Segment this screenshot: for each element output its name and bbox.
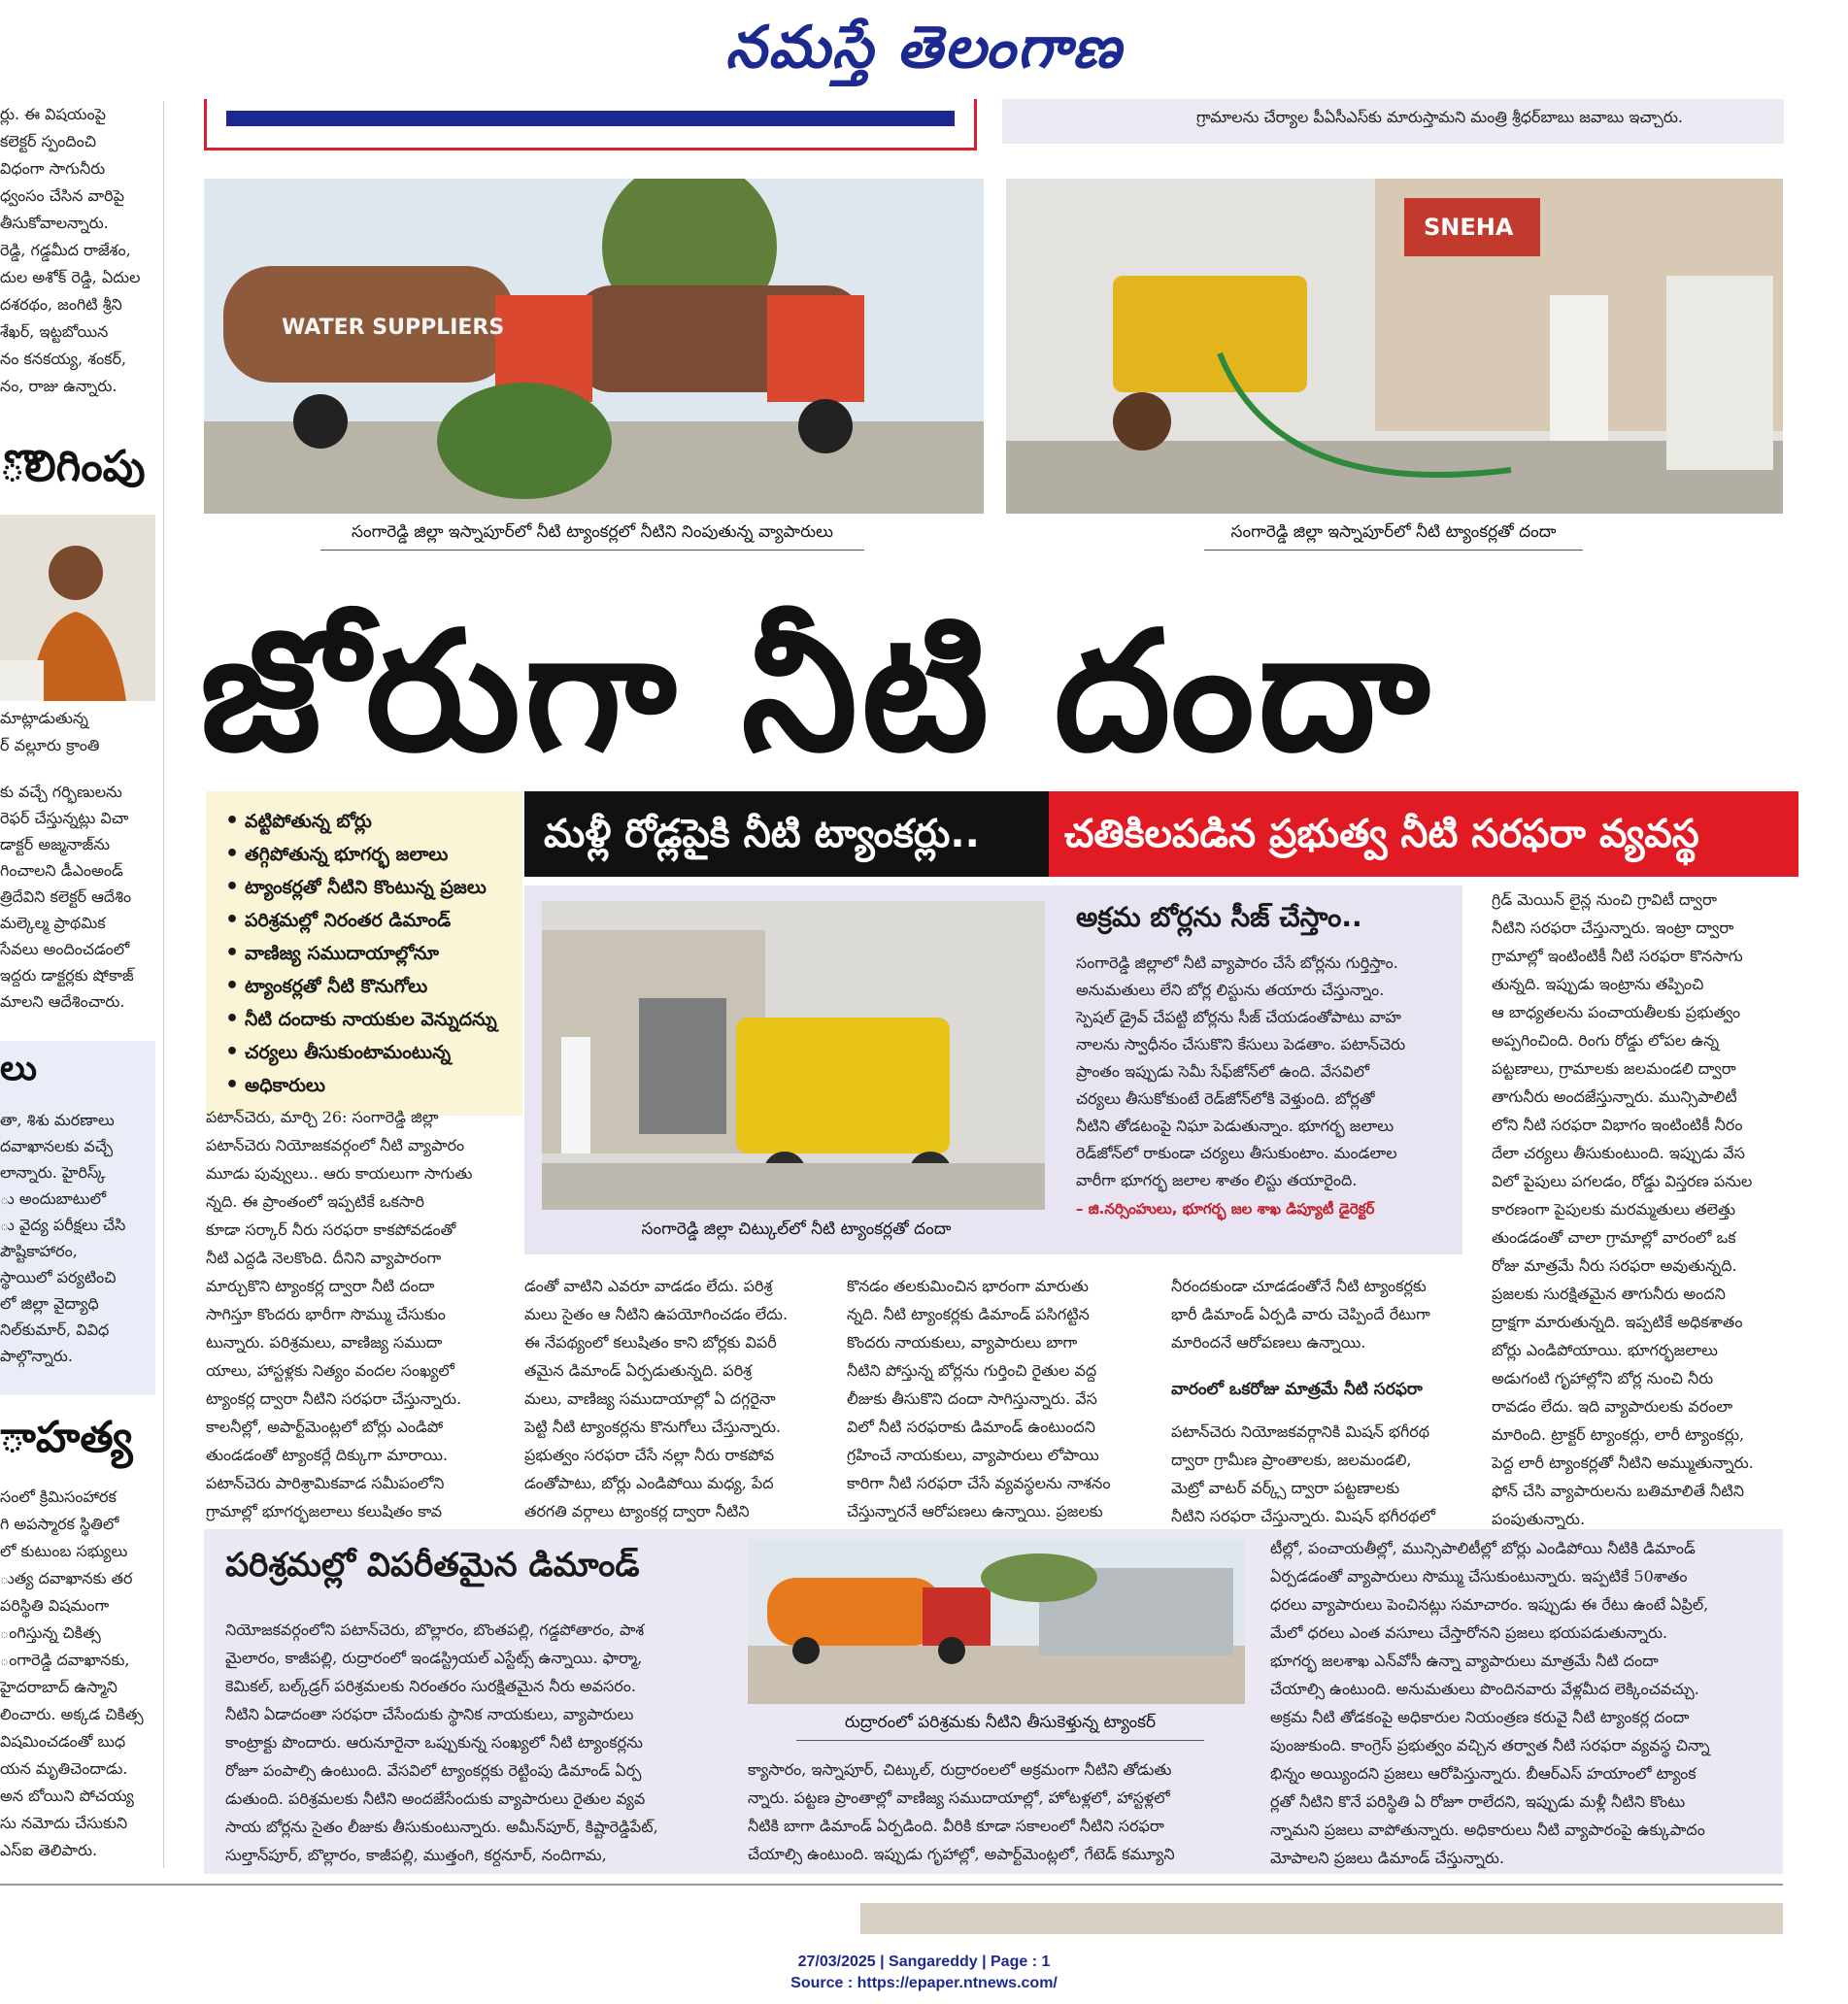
footer-source-line[interactable]: Source : https://epaper.ntnews.com/ [790,1975,1058,1991]
left-line: ు వైద్య పరీక్షలు చేసి [0,1216,126,1234]
left-head-2: లు [0,1049,37,1088]
body-line: చేయాల్సి ఉంటుంది. అనుమతులు పొందినవారు వేళ్లమీద లెక్కించవచ్చు. [1270,1680,1699,1698]
body-line: ట్యాంకర్ల ద్వారా నీటిని సరఫరా చేస్తున్నారు. [206,1389,462,1408]
body-line: భూగర్భ జలశాఖ ఎన్‌వోసీ ఉన్నా వ్యాపారులు మాత్రమే నీటి దందా [1270,1652,1659,1670]
left-line: మల్కెల్మ ప్రాథమిక [0,914,106,932]
body-line: చేస్తున్నారనే ఆరోపణలు ఉన్నాయి. ప్రజలకు [847,1502,1103,1520]
quote-line: సంగారెడ్డి జిల్లాలో నీటి వ్యాపారం చేసే బోర్లను గుర్తిస్తాం. [1076,953,1398,972]
left-line: పరిస్థితి విషమంగా [0,1596,110,1615]
left-line: లో జిల్లా వైద్యాధి [0,1294,99,1313]
body-line: సాగిస్తూ కొందరు భారీగా సొమ్ము చేసుకుం [206,1305,446,1323]
body-line: రోజూ పంపాల్సి ఉంటుంది. వేసవిలో ట్యాంకర్లకు రెట్టింపు డిమాండ్ ఏర్ప [225,1761,642,1780]
left-line: రెడ్డి, గడ్డమీద రాజేశం, [0,241,131,259]
body-line: డంతోపాటు, బోర్లు ఎండిపోయి మధ్య, పేద [524,1474,774,1492]
caption-photo-right: సంగారెడ్డి జిల్లా ఇస్నాపూర్‌లో నీటి ట్యాంకర్లతో దందా [1204,522,1583,551]
highlight-item: • నీటి దందాకు నాయకుల వెన్నుదన్ను [218,1003,511,1036]
body-line: ఏర్పడడంతో వ్యాపారులు సొమ్ము చేసుకుంటున్నారు. ఇప్పటికే 50శాతం [1270,1567,1688,1586]
photo-caption-line: ర్ వల్లూరు క్రాంతి [0,736,100,754]
body-line: మలు సైతం ఆ నీటిని ఉపయోగించడం లేదు. [524,1305,789,1323]
body-line: ద్రాక్షగా మారుతున్నది. ఇప్పటికే అధికశాతం [1492,1313,1743,1331]
body-line: పెట్టి నీటి ట్యాంకర్లను కొనుగోలు చేస్తున్నారు. [524,1418,782,1436]
body-line: బోర్లు ఎండిపోయాయి. భూగర్భజలాలు [1492,1341,1718,1359]
bottom-col-3 [1270,1534,1775,1872]
quote-title: అక్రమ బోర్లను సీజ్ చేస్తాం.. [1076,901,1362,933]
body-line: అడుగంటి గృహాల్లోని బోర్ల నుంచి నీరు [1492,1369,1714,1387]
left-column-top [0,101,155,400]
body-line: దేలా చర్యలు తీసుకుంటుంది. ఇప్పుడు వేస [1492,1144,1745,1162]
body-line: ప్రభుత్వం సరఫరా చేసే నల్లా నీరు రాకపోవ [524,1446,775,1464]
body-line: కూడా సర్కార్ నీరు సరఫరా కాకపోవడంతో [206,1220,456,1239]
left-column-mid2 [0,1097,155,1369]
body-line: కొందరు నాయకులు, వ్యాపారులు బాగా [847,1333,1078,1352]
bottom-rule [0,1884,1783,1886]
body-line: మైలారం, కాజీపల్లి, రుద్రారంలో ఇండస్ట్రియల్ ఎస్టేట్స్ ఉన్నాయి. ఫార్మా, [225,1649,643,1667]
body-line: న్నారు. పట్టణ ప్రాంతాల్లో వాణిజ్య సముదాయాల్లో, హోటళ్లలో, హాస్టళ్లలో [748,1788,1170,1807]
left-line: శేఖర్, ఇట్టబోయిన [0,322,109,341]
left-line: స్థాయిలో పర్యటించి [0,1268,117,1286]
left-line: కలెక్టర్ స్పందించి [0,132,97,150]
body-line: తాగునీరు అందజేస్తున్నారు. మున్సిపాలిటీ [1492,1087,1737,1106]
main-headline: జోరుగా నీటి దందా [200,596,1434,788]
left-line: నిల్‌కుమార్, వివిధ [0,1320,110,1339]
left-line: లించారు. అక్కడ చికిత్స [0,1705,144,1723]
body-line: పెద్ద లారీ ట్యాంకర్లతో నీటిని అమ్ముతున్నారు. [1492,1453,1754,1472]
caption-photo-mid: సంగారెడ్డి జిల్లా చిట్కుల్‌లో నీటి ట్యాంకర్లతో దందా [641,1219,952,1239]
body-line: న్నది. నీటి ట్యాంకర్లకు డిమాండ్ పసిగట్టిన [847,1305,1090,1323]
body-line: సుల్తాన్‌పూర్, బొల్లారం, కాజీపల్లి, ముత్తంగి, కర్దనూర్, నందిగామ, [225,1846,607,1864]
body-line: ద్వారా గ్రామీణ ప్రాంతాలకు, జలమండలి, [1171,1451,1412,1469]
left-line: నం, రాజు ఉన్నారు. [0,377,118,395]
left-line: ఎస్ఐ తెలిపారు. [0,1841,98,1859]
body-line: చేయాల్సి ఉంటుంది. ఇప్పుడు గృహాల్లో, అపార్ట్‌మెంట్లలో, గేటెడ్ కమ్యూని [748,1845,1175,1863]
quote-line: నాలను స్వాధీనం చేసుకొని కేసులు పెడతాం. పటాన్‌చెరు [1076,1035,1406,1053]
left-line: పాల్గొన్నారు. [0,1347,73,1365]
highlights-box [206,791,522,1116]
body-line: న్నామని ప్రజలు వాపోతున్నారు. అధికారులు నీటి వ్యాపారంపై ఉక్కుపాదం [1270,1820,1705,1839]
highlight-item: • పరిశ్రమల్లో నిరంతర డిమాండ్ [218,904,511,937]
body-line: యాలు, హాస్టళ్లకు నిత్యం వందల సంఖ్యలో [206,1361,454,1380]
highlight-item-cont: • అధికారులు [218,1069,511,1102]
body-line: అప్పగించింది. రింగు రోడ్డు లోపల ఉన్న [1492,1031,1720,1050]
body-column-5 [1492,885,1783,1533]
body-line: ఫోన్ చేసి వ్యాపారులను బతిమాలితే నీటిని [1492,1482,1744,1500]
quote-line: ప్రాంతం ఇప్పుడు సెమీ సేఫ్‌జోన్‌లో ఉంది. వేసవిలో [1076,1062,1370,1081]
highlight-item: • ట్యాంకర్లతో నీటిని కొంటున్న ప్రజలు [218,871,511,904]
body-line: న్నది. ఈ ప్రాంతంలో ఇప్పటికే ఒకసారి [206,1192,424,1211]
body-line: పటాన్‌చెరు నియోజకవర్గానికి మిషన్ భగీరథ [1171,1422,1430,1441]
left-line: దుల అశోక్ రెడ్డి, ఏదుల [0,268,141,286]
body-line: గ్రిడ్ మెయిన్ లైన్ల నుంచి గ్రావిటీ ద్వారా [1492,890,1717,909]
photo-caption-line: మాట్లాడుతున్న [0,709,88,727]
body-line: ర్లతో నీటిని కొనే పరిస్థితి ఏ రోజూ రాలేదని, ఇప్పుడు మళ్లీ నీటిని కొంటు [1270,1792,1686,1811]
bottom-story-title: పరిశ్రమల్లో విపరీతమైన డిమాండ్ [225,1546,640,1585]
top-banner-stripe [226,111,955,126]
body-column-4 [1171,1272,1464,1530]
body-line: తమైన డిమాండ్ ఏర్పడుతున్నది. పరిశ్ర [524,1361,752,1380]
caption-photo-bottom: రుద్రారంలో పరిశ్రమకు నీటిని తీసుకెళ్తున్న ట్యాంకర్ [796,1713,1204,1741]
highlight-item: • వాణిజ్య సముదాయాల్లోనూ [218,937,511,970]
body-line: పుంజుకుంది. కాంగ్రెస్ ప్రభుత్వం వచ్చిన తర్వాత నీటి సరఫరా వ్యవస్థ చిన్నా [1270,1736,1710,1754]
tanker-bottom-art [748,1539,1245,1704]
body-line: తరగతి వర్గాలు ట్యాంకర్ల ద్వారా నీటిని [524,1502,750,1520]
quote-line: నీటిని తోడటంపై నిఘా పెడుతున్నాం. భూగర్భ జలాలు [1076,1117,1394,1135]
body-line: పటాన్‌చెరు నియోజకవర్గంలో నీటి వ్యాపారం [206,1136,465,1154]
body-line: ఆ బాధ్యతలను పంచాయతీలకు ప్రభుత్వం [1492,1003,1741,1021]
left-line: ుత్య దవాఖానకు తర [0,1569,133,1587]
body-line: మారింది. ట్రాక్టర్ ట్యాంకర్లు, లారీ ట్యాంకర్లు, [1492,1425,1745,1444]
left-line: గించాలని డీఎంఅండ్ [0,861,123,880]
body-line: విలో పైపులు పగలడం, రోడ్డు విస్తరణ పనుల [1492,1172,1753,1190]
collector-photo-art [0,515,155,701]
left-line: మాలని ఆదేశించారు. [0,992,125,1011]
top-right-snippet: గ్రామాలను చేర్యాల పీఏసీఎస్‌కు మారుస్తామని మంత్రి శ్రీధర్‌బాబు జవాబు ఇచ్చారు. [1196,108,1683,126]
body-line: మూడు పువ్వులు.. ఆరు కాయలుగా సాగుతు [206,1164,473,1183]
body-line: నీటికి బాగా డిమాండ్ ఏర్పడింది. వీరికి కూడా సకాలంలో నీటిని సరఫరా [748,1817,1164,1835]
bottom-col-1 [225,1616,726,1869]
body-line: మోపాలని ప్రజలు డిమాండ్ చేస్తున్నారు. [1270,1849,1505,1867]
footer-date-line: 27/03/2025 | Sangareddy | Page : 1 [797,1954,1051,1970]
left-line: యన మృతిచెందాడు. [0,1759,128,1778]
body-column-2 [524,1272,827,1525]
body-column-3 [847,1272,1154,1525]
body-line: అక్రమ నీటి తోడకంపై అధికారుల నియంత్రణ కరువై నీటి ట్యాంకర్ల దందా [1270,1708,1690,1726]
body-line: లోని నీటి సరఫరా విభాగం ఇంటింటికీ నీరం [1492,1116,1743,1134]
bottom-col-2 [748,1755,1249,1868]
top-right-snippet-box [1002,99,1784,144]
body-line: లీజుకు తీసుకొని దందా సాగిస్తున్నారు. వేస [847,1389,1097,1408]
quote-line: అనుమతులు లేని బోర్ల లిస్టును తయారు చేస్తున్నాం. [1076,981,1385,999]
left-head-1: ొలిగింపు [0,442,146,491]
body-line: తుండడంతో చాలా గ్రామాల్లో వారంలో ఒక [1492,1228,1736,1247]
highlight-item: • వట్టిపోతున్న బోర్లు [218,805,511,838]
shop-sign-text: SNEHA [1424,214,1514,241]
quote-attribution: – జి.నర్సింహులు, భూగర్భ జల శాఖ డిప్యూటీ డైరెక్టర్ [1076,1200,1375,1218]
photo-tanker-bottom [748,1539,1245,1704]
body-line: మార్చుకొని ట్యాంకర్ల ద్వారా నీటి దందా [206,1277,435,1295]
body-line: ధరలు వ్యాపారులు పెంచినట్లు సమాచారం. ఇప్పుడు ఈ రేటు ఉంటే ఏప్రిల్, [1270,1595,1709,1614]
left-line: నం కనకయ్య, శంకర్, [0,350,127,368]
left-line: అన బోయిని పోచయ్య [0,1787,134,1805]
body-line: ప్రజలకు సురక్షితమైన తాగునీరు అందని [1492,1285,1726,1303]
body-line: క్యాసారం, ఇస్నాపూర్, చిట్కుల్, రుద్రారంలలో అక్రమంగా నీటిని తోడుతు [748,1760,1172,1779]
body-line: భిన్నం అయ్యిందని ప్రజలు ఆరోపిస్తున్నారు. బీఆర్‌ఎస్ హయాంలో ట్యాంక [1270,1764,1697,1783]
left-line: లాన్నారు. హైరిస్క్ [0,1163,106,1182]
photo-tanker-mid [542,901,1045,1210]
body-line: గ్రామాల్లో ఇంటింటికీ నీటి సరఫరా కొనసాగు [1492,947,1743,965]
masthead-title: నమస్తే తెలంగాణ [724,14,1124,82]
left-line: దశరథం, జంగిటి శ్రీని [0,295,122,314]
body-subhead: వారంలో ఒకరోజు మాత్రమే నీటి సరఫరా [1171,1380,1423,1399]
left-line: ంగారెడ్డి దవాఖానకు, [0,1651,130,1669]
body-line: గ్రామాల్లో భూగర్భజలాలు కలుషితం కావ [206,1502,443,1520]
body-line: నీటిని పోస్తున్న బోర్లను గుర్తించి రైతుల వద్ద [847,1361,1097,1380]
body-line: రోజు మాత్రమే నీరు సరఫరా అవుతున్నది. [1492,1256,1737,1275]
left-column-mid [0,779,155,1015]
body-line: కాలనీల్లో, అపార్ట్‌మెంట్లలో బోర్లు ఎండిపో [206,1418,444,1436]
body-line: కెమికల్, బల్క్‌డ్రగ్ పరిశ్రమలకు నిరంతరం సురక్షితమైన నీరు అవసరం. [225,1677,636,1695]
highlight-item-cont: • ట్యాంకర్లతో నీటి కొనుగోలు [218,970,511,1003]
left-line: ర్లు. ఈ విషయంపై [0,105,107,123]
left-line: త్రిదేవిని కలెక్టర్ ఆదేశిం [0,887,132,906]
body-line: నియోజకవర్గంలోని పటాన్‌చెరు, బొల్లారం, బొంతపల్లి, గడ్డపోతారం, పాశ [225,1620,645,1639]
body-line: మెట్రో వాటర్ వర్క్స్ ద్వారా పట్టణాలకు [1171,1479,1400,1497]
body-line: నీటి ఎద్దడి నెలకొంది. దీనిని వ్యాపారంగా [206,1249,442,1267]
caption-photo-left: సంగారెడ్డి జిల్లా ఇస్నాపూర్‌లో నీటి ట్యాంకర్లలో నీటిని నింపుతున్న వ్యాపారులు [320,522,864,551]
body-line: టున్నారు. పరిశ్రమలు, వాణిజ్య సముదా [206,1333,443,1352]
left-divider [163,101,164,1868]
left-line: గి అపస్మారక స్థితిలో [0,1515,119,1533]
tanker-left-art [204,179,984,514]
photo-tanker-right [1006,179,1783,514]
highlight-item: • చర్యలు తీసుకుంటామంటున్న [218,1036,511,1069]
body-line: పంపుతున్నారు. [1492,1510,1586,1528]
top-banner-frame [204,99,977,150]
body-line: కారిగా నీటి సరఫరా చేసే వ్యవస్థలను నాశనం [847,1474,1111,1492]
left-line: సంలో క్రిమిసంహారక [0,1487,117,1506]
body-line: నీటిని సరఫరా చేస్తున్నారు. ఇంట్రా ద్వారా [1492,918,1734,937]
left-line: హైదరాబాద్ ఉస్మాని [0,1678,118,1696]
body-line: నీటిని సరఫరా చేస్తున్నారు. మిషన్ భగీరథలో [1171,1507,1435,1525]
left-line: డాక్టర్ అజ్మనాజ్‌ను [0,835,111,853]
footer [0,1954,1848,1992]
left-line: విషమించడంతో బుధ [0,1732,126,1751]
highlight-item: • తగ్గిపోతున్న భూగర్భ జలాలు [218,838,511,871]
body-line: కొనడం తలకుమించిన భారంగా మారుతు [847,1277,1089,1295]
body-line: గ్రహించే నాయకులు, వ్యాపారులు లోపాయి [847,1446,1099,1464]
subhead-black-bar: మళ్లీ రోడ్లపైకి నీటి ట్యాంకర్లు.. [524,791,1049,877]
body-line: డుతుంది. పరిశ్రమలకు నీటిని అందజేసేందుకు వ్యాపారులు రైతుల వ్యవ [225,1789,646,1808]
body-line: టీల్లో, పంచాయతీల్లో, మున్సిపాలిటీల్లో బోర్లు ఎండిపోయి నీటికి డిమాండ్ [1270,1539,1696,1557]
tanker-right-art [1006,179,1783,514]
bottom-photo-fragment [860,1903,1783,1934]
masthead [0,0,1848,87]
collector-photo [0,515,155,701]
quote-line: రెడ్‌జోన్‌లో రాకుండా చర్యలు తీసుకుంటాం. మండలాల [1076,1144,1397,1162]
body-column-1 [206,1103,499,1525]
body-line: తున్నది. ఇప్పుడు ఇంట్రాను తప్పించి [1492,975,1704,993]
body-line: డంతో వాటిని ఎవరూ వాడడం లేదు. పరిశ్ర [524,1277,773,1295]
quote-lines [1076,950,1453,1194]
left-head-3: ాహత్య [0,1413,133,1462]
body-line: నీటిని ఏడాదంతా సరఫరా చేసేందుకు స్థానిక నాయకులు, వ్యాపారులు [225,1705,634,1723]
quote-line: చర్యలు తీసుకోకుంటే రెడ్‌జోన్‌లోకి వెళ్తుంది. బోర్లతో [1076,1089,1375,1108]
body-line: పటాన్‌చెరు, మార్చి 26: సంగారెడ్డి జిల్లా [206,1108,439,1126]
left-line: ంగిస్తున్న చికిత్స [0,1623,101,1642]
left-box [0,1041,155,1395]
photo-tanker-left [204,179,984,514]
tanker-mid-art [542,901,1045,1210]
body-line: రావడం లేదు. ఇది వ్యాపారులకు వరంలా [1492,1397,1733,1416]
left-line: ు అందుబాటులో [0,1189,107,1208]
body-line: కారణంగా పైపులకు మరమ్మతులు తలెత్తు [1492,1200,1736,1219]
body-line: కాంట్రాక్టు పొందారు. ఆరునూరైనా ఒప్పుకున్న సంఖ్యలో నీటి ట్యాంకర్లను [225,1733,643,1752]
body-line: మలు, వాణిజ్య సముదాయాల్లో ఏ దగ్గరైనా [524,1389,776,1408]
left-line: లో కుటుంబ సభ్యులు [0,1542,128,1560]
quote-content [1076,901,1453,1221]
left-line: తా, శిశు మరణాలు [0,1111,115,1129]
body-line: మారిందనే ఆరోపణలు ఉన్నాయి. [1171,1333,1366,1352]
body-line: మేలో ధరలు ఎంత వసూలు చేస్తారోనని ప్రజలు భయపడుతున్నారు. [1270,1623,1668,1642]
left-line: సు నమోదు చేసుకుని [0,1814,128,1832]
left-photo-caption [0,705,155,759]
body-line: ఈ నేపథ్యంలో కలుషితం కాని బోర్లకు విపరీ [524,1333,777,1352]
subhead-red-bar: చతికిలపడిన ప్రభుత్వ నీటి సరఫరా వ్యవస్థ [1049,791,1798,877]
body-line: పటాన్‌చెరు పారిశ్రామికవాడ సమీపంలోని [206,1474,445,1492]
quote-line: వారీగా భూగర్భ జలాల శాతం లిస్టు తయారైంది. [1076,1171,1358,1189]
quote-line: స్పెషల్ డ్రైవ్ చేపట్టి బోర్లను సీజ్ చేయడంతోపాటు వాహ [1076,1008,1401,1026]
left-line: తీసుకోవాలన్నారు. [0,214,109,232]
left-column-bottom [0,1484,155,1864]
left-line: సేవలు అందించడంలో [0,940,130,958]
left-line: రెఫర్ చేస్తున్నట్లు విచా [0,809,129,827]
left-line: దవాఖానలకు వచ్చే [0,1137,114,1155]
body-line: విలో నీటి సరఫరాకు డిమాండ్ ఉంటుందని [847,1418,1095,1436]
left-line: పౌష్టికాహారం, [0,1242,78,1260]
body-line: భారీ డిమాండ్ ఏర్పడి వారు చెప్పిందే రేటుగా [1171,1305,1430,1323]
body-line: సాయ బోర్లను సైతం లీజుకు తీసుకుంటున్నారు. అమీన్‌పూర్, కిష్టారెడ్డిపేట్, [225,1818,658,1836]
body-line: నీరందకుండా చూడడంతోనే నీటి ట్యాంకర్లకు [1171,1277,1427,1295]
left-line: విధంగా సాగునీరు [0,159,106,178]
body-line: పట్టణాలు, గ్రామాలకు జలమండలి ద్వారా [1492,1059,1736,1078]
tanker-sign-text: WATER SUPPLIERS [282,316,505,340]
body-line: తుండడంతో ట్యాంకర్లే దిక్కుగా మారాయి. [206,1446,449,1464]
left-line: ఇద్దరు డాక్టర్లకు షోకాజ్ [0,966,134,985]
left-line: కు వచ్చే గర్భిణులను [0,783,122,801]
left-line: ధ్వంసం చేసిన వారిపై [0,186,125,205]
